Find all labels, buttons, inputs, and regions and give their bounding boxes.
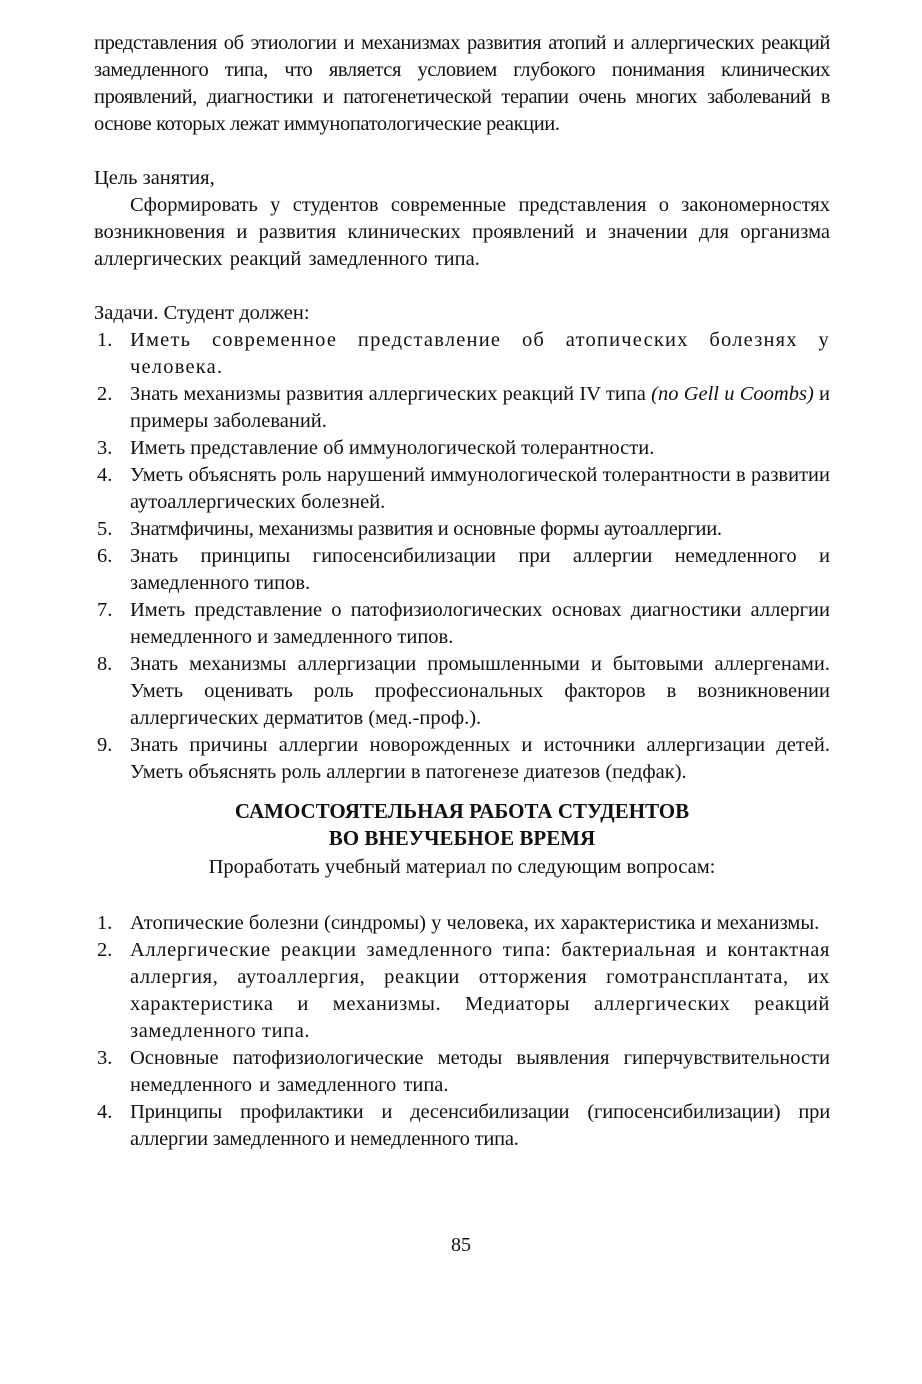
list-item-text: Атопические болезни (синдромы) у человека, их характеристика и механизмы. — [130, 912, 820, 934]
list-item-number: 9. — [97, 734, 113, 756]
section-heading — [94, 798, 830, 852]
spacer — [94, 138, 830, 165]
list-item-text: Знатмфичины, механизмы развития и основные формы аутоаллергии. — [130, 518, 722, 540]
list-item-text: Знать принципы гипосенсибилизации при аллергии немедленного и замедленного типов. — [130, 545, 830, 594]
list-item — [94, 651, 830, 732]
list-item — [94, 597, 830, 651]
list-item-number: 4. — [97, 1101, 113, 1123]
list-item — [94, 1045, 830, 1099]
section-heading-line: ВО ВНЕУЧЕБНОЕ ВРЕМЯ — [328, 826, 596, 850]
list-item-number: 7. — [97, 599, 113, 621]
list-item-number: 1. — [97, 912, 113, 934]
tasks-list — [94, 327, 830, 786]
list-item-number: 6. — [97, 545, 113, 567]
list-item-number: 4. — [97, 464, 113, 486]
page-content — [94, 30, 830, 1153]
list-item — [94, 381, 830, 435]
list-item-text: и примеры заболеваний. — [130, 383, 830, 432]
list-item-text: Принципы профилактики и десенсибилизации (гипосенсибилизации) при аллергии замедленного и немедленного типа. — [130, 1101, 830, 1150]
list-item-italic: (по Gell и Coombs) — [651, 383, 814, 405]
list-item — [94, 516, 830, 543]
list-item — [94, 435, 830, 462]
list-item — [94, 732, 830, 786]
list-item — [94, 1099, 830, 1153]
list-item-text: Аллергические реакции замедленного типа: бактериальная и контактная аллергия, аутоаллергия, реакции отторжения гомотрансплантата, их характеристика и механизмы. Медиаторы аллергических реакций замедленного типа. — [130, 939, 830, 1042]
spacer — [94, 273, 830, 300]
list-item-number: 3. — [97, 437, 113, 459]
page-number: 85 — [451, 1234, 471, 1256]
section-heading-line: САМОСТОЯТЕЛЬНАЯ РАБОТА СТУДЕНТОВ — [234, 799, 690, 823]
list-item-number: 2. — [97, 383, 113, 405]
list-item-text: Знать механизмы развития аллергических реакций IV типа — [130, 383, 652, 405]
list-item-text: Знать причины аллергии новорожденных и источники аллергизации детей. Уметь объяснять роль аллергии в патогенезе диатезов (педфак). — [130, 734, 830, 783]
list-item-number: 2. — [97, 939, 113, 961]
list-item-text: Иметь современное представление об атопических болезнях у человека. — [130, 329, 830, 378]
tasks-label: Задачи. Студент должен: — [94, 302, 310, 324]
spacer — [94, 881, 830, 910]
list-item — [94, 462, 830, 516]
list-item-text: Иметь представление об иммунологической толерантности. — [130, 437, 655, 459]
list-item-number: 8. — [97, 653, 113, 675]
intro-paragraph: представления об этиологии и механизмах развития атопий и аллергических реакций замедленного типа, что является условием глубокого понимания клинических проявлений, диагностики и патогенетической терапии очень многих заболеваний в основе которых лежат иммунопатологические реакции. — [94, 32, 830, 135]
list-item-number: 5. — [97, 518, 113, 540]
list-item — [94, 910, 830, 937]
questions-list — [94, 910, 830, 1153]
list-item — [94, 937, 830, 1045]
section-subheading: Проработать учебный материал по следующим вопросам: — [208, 856, 716, 878]
list-item-text: Знать механизмы аллергизации промышленными и бытовыми аллергенами. Уметь оценивать роль профессиональных факторов в возникновении аллергических дерматитов (мед.-проф.). — [130, 653, 830, 729]
list-item-number: 1. — [97, 329, 113, 351]
goal-text: Сформировать у студентов современные представления о закономерностях возникновения и развития клинических проявлений и значении для организма аллергических реакций замедленного типа. — [94, 194, 830, 270]
list-item-text: Иметь представление о патофизиологических основах диагностики аллергии немедленного и замедленного типов. — [130, 599, 830, 648]
list-item-text: Основные патофизиологические методы выявления гиперчувствительности немедленного и замедленного типа. — [130, 1047, 830, 1096]
list-item — [94, 543, 830, 597]
goal-label: Цель занятия, — [94, 167, 215, 189]
list-item-text: Уметь объяснять роль нарушений иммунологической толерантности в развитии аутоаллергических болезней. — [130, 464, 830, 513]
list-item-number: 3. — [97, 1047, 113, 1069]
list-item — [94, 327, 830, 381]
